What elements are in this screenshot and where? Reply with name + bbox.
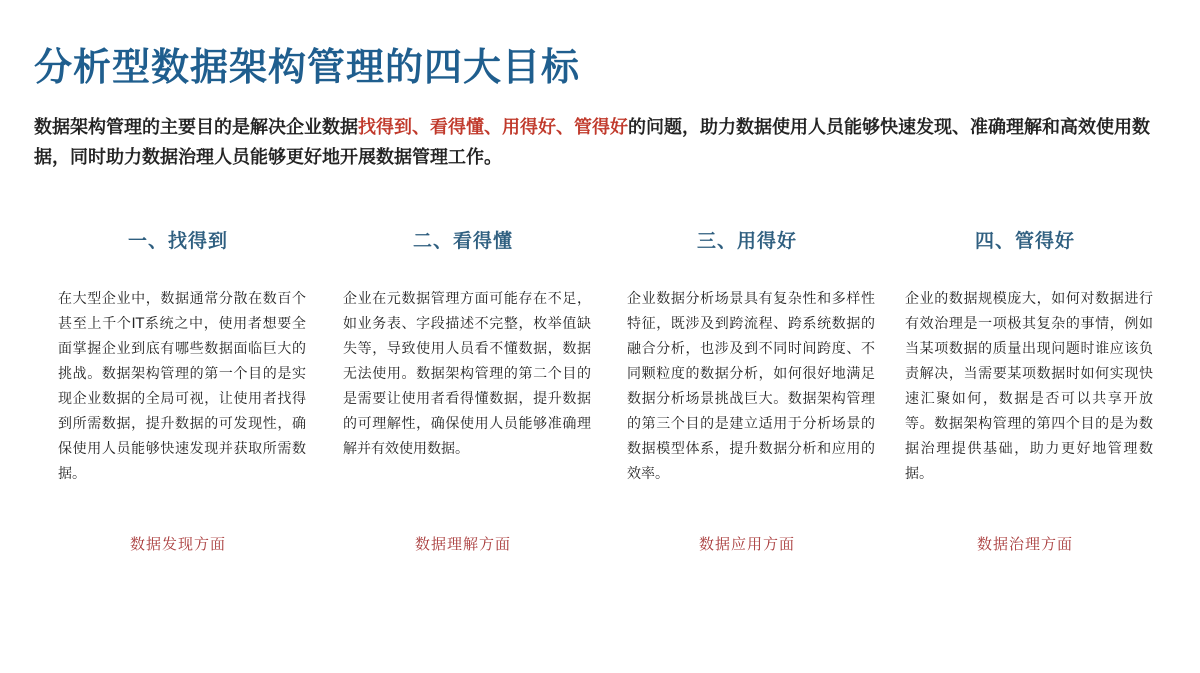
goal-heading: 一、找得到: [127, 230, 228, 252]
page-title: 分析型数据架构管理的四大目标: [34, 45, 581, 89]
goal-description: 企业数据分析场景具有复杂性和多样性特征，既涉及到跨流程、跨系统数据的融合分析，也涉及到不同时间跨度、不同颗粒度的数据分析，如何很好地满足数据分析场景挑战巨大。数据架构管理的第三个目的是建立适用于分析场景的数据模型体系，提升数据分析和应用的效率。: [627, 291, 875, 482]
goal-description: 在大型企业中，数据通常分散在数百个甚至上千个IT系统之中，使用者想要全面掌握企业到底有哪些数据面临巨大的挑战。数据架构管理的第一个目的是实现企业数据的全局可视，让使用者找得到所需数据，提升数据的可发现性，确保使用人员能够快速发现并获取所需数据。: [58, 291, 306, 482]
goal-aspect-label: 数据治理方面: [976, 535, 1073, 553]
goal-description: 企业的数据规模庞大，如何对数据进行有效治理是一项极其复杂的事情，例如当某项数据的质量出现问题时谁应该负责解决，当需要某项数据时如何实现快速汇聚如何，数据是否可以共享开放等。数据架构管理的第四个目的是为数据治理提供基础，助力更好地管理数据。: [905, 291, 1153, 482]
intro-text-start: 数据架构管理的主要目的是解决企业数据: [34, 117, 358, 138]
goal-aspect-label: 数据发现方面: [129, 535, 226, 553]
goal-column-use: [627, 0, 887, 673]
intro-text-end: 的问题，助力数据使用人员能够快速发现、准确理解和高效使用数据，同时助力数据治理人员能够更好地开展数据管理工作。: [34, 117, 1150, 168]
goal-heading: 三、用得好: [696, 230, 797, 252]
goal-heading: 四、管得好: [974, 230, 1075, 252]
goal-description: 企业在元数据管理方面可能存在不足，如业务表、字段描述不完整，枚举值缺失等，导致使用人员看不懂数据，数据无法使用。数据架构管理的第二个目的是需要让使用者看得懂数据，提升数据的可理解性，确保使用人员能够准确理解并有效使用数据。: [343, 291, 591, 457]
goal-column-understand: [343, 0, 603, 673]
goal-column-govern: [905, 0, 1165, 673]
goal-aspect-label: 数据理解方面: [414, 535, 511, 553]
intro-highlight: 找得到、看得懂、用得好、管得好: [358, 117, 628, 138]
goal-aspect-label: 数据应用方面: [698, 535, 795, 553]
goal-heading: 二、看得懂: [412, 230, 513, 252]
goal-column-find: [58, 0, 318, 673]
